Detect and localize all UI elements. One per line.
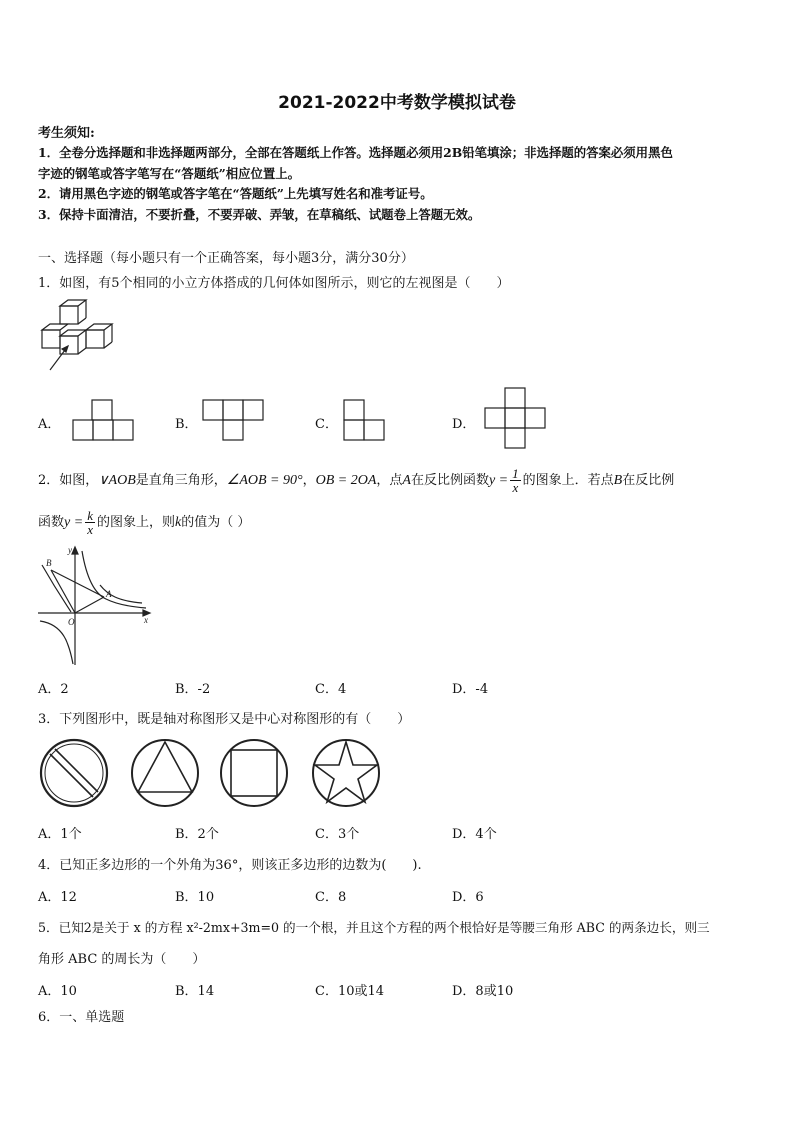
q4-option-c: C．8 (315, 890, 347, 905)
q2-text: 在反比例 (622, 473, 675, 488)
q1-option-c-label: C． (315, 417, 338, 432)
q1-option-d-figure (484, 387, 546, 449)
q4-option-a: A．12 (38, 890, 77, 905)
q1-cube-figure (38, 300, 118, 378)
q1-option-b-label: B． (175, 417, 198, 432)
q3-circle-square-shape (221, 740, 287, 806)
q4-option-d: D．6 (452, 890, 484, 905)
q1-stem: 1．如图，有5个相同的小立方体搭成的几何体如图所示，则它的左视图是（ ） (38, 276, 510, 291)
q2-text: ，点 (376, 473, 403, 488)
q2-graph-figure (38, 545, 153, 667)
notice-line-1: 1．全卷分选择题和非选择题两部分，全部在答题纸上作答。选择题必须用2B铅笔填涂；非选择题的答案必须用黑色 (38, 145, 673, 160)
q2-option-d: D．-4 (452, 682, 489, 697)
q4-stem: 4．已知正多边形的一个外角为36°，则该正多边形的边数为( ). (38, 858, 422, 873)
q2-function-y: y = (488, 473, 509, 488)
q2-option-a: A．2 (38, 682, 69, 697)
q3-option-d: D．4个 (452, 827, 497, 842)
q2-point-b: B (613, 473, 623, 488)
q2-text: 在反比例函数 (410, 473, 489, 488)
q2-text: 的图象上，则 (96, 515, 175, 530)
notice-line-3: 2．请用黑色字迹的钢笔或答字笔在“答题纸”上先填写姓名和准考证号。 (38, 186, 433, 201)
q1-option-a-label: A． (38, 417, 61, 432)
notice-line-4: 3．保持卡面清洁，不要折叠，不要弄破、弄皱，在草稿纸、试题卷上答题无效。 (38, 207, 481, 222)
q2-triangle: ∨AOB (98, 473, 136, 488)
q3-option-b: B．2个 (175, 827, 219, 842)
q1-option-c-figure (343, 399, 385, 441)
q2-fraction-1-denominator: x (512, 480, 519, 495)
q2-line-2 (38, 508, 250, 538)
q5-option-b: B．14 (175, 984, 215, 999)
q5-stem-line-1: 5．已知2是关于 x 的方程 x²-2mx+3m=0 的一个根，并且这个方程的两个根恰好是等腰三角形 ABC 的两条边长，则三 (38, 920, 710, 935)
q2-fraction-1 (510, 467, 521, 494)
q2-fraction-2-denominator: x (87, 522, 93, 537)
q2-option-b: B．-2 (175, 682, 211, 697)
q1-option-b-figure (202, 399, 264, 441)
q2-text: 的值为（ ） (181, 515, 251, 530)
q2-graph-point-b-label: B (46, 558, 52, 568)
q2-text: 的图象上．若点 (522, 473, 614, 488)
q2-text: 2．如图， (38, 473, 99, 488)
q3-circle-triangle-shape (132, 740, 198, 806)
q2-function-y: y = (64, 515, 84, 530)
q3-stem: 3．下列图形中，既是轴对称图形又是中心对称图形的有（ ） (38, 712, 411, 727)
q5-option-d: D．8或10 (452, 984, 514, 999)
q3-option-a: A．1个 (38, 827, 82, 842)
q5-option-a: A．10 (38, 984, 77, 999)
q1-option-a-figure (72, 399, 134, 441)
q2-graph-origin-label: O (68, 617, 75, 627)
q3-option-c: C．3个 (315, 827, 360, 842)
q2-option-c: C．4 (315, 682, 347, 697)
q2-graph-y-label: y (68, 545, 72, 555)
q2-fraction-2-numerator: k (87, 508, 93, 523)
q2-angle: ∠AOB = 90° (226, 473, 303, 488)
q2-graph-point-a-label: A (106, 589, 112, 599)
notice-line-2: 字迹的钢笔或答字笔写在“答题纸”相应位置上。 (38, 166, 301, 181)
q2-line-1: 2．如图，∨AOB是直角三角形，∠AOB = 90°，OB = 2OA，点A在反比例函数y = $\frac{1}{x}$ 的图象上．若点B在反比例 (38, 466, 675, 495)
q4-option-b: B．10 (175, 890, 215, 905)
q2-text: 函数 (38, 515, 65, 530)
q3-shapes-figure (38, 737, 383, 809)
q2-k: k (174, 515, 182, 530)
q2-graph-x-label: x (144, 615, 148, 625)
q6-stem: 6．一、单选题 (38, 1010, 125, 1025)
q3-circle-slash-shape (41, 740, 107, 806)
q5-stem-line-2: 角形 ABC 的周长为（ ） (38, 952, 206, 967)
q2-point-a: A (402, 473, 411, 488)
section-heading: 一、选择题（每小题只有一个正确答案，每小题3分，满分30分） (38, 251, 414, 266)
page-title: 2021-2022中考数学模拟试卷 (278, 93, 516, 113)
q5-option-c: C．10或14 (315, 984, 385, 999)
q1-option-d-label: D． (452, 417, 476, 432)
q2-text: 是直角三角形， (135, 473, 227, 488)
notice-heading: 考生须知: (38, 126, 95, 141)
q3-circle-star-shape (313, 740, 379, 806)
q2-equation: OB = 2OA (315, 473, 377, 488)
q2-fraction-1-numerator: 1 (512, 466, 519, 481)
q2-fraction-2 (85, 509, 95, 536)
